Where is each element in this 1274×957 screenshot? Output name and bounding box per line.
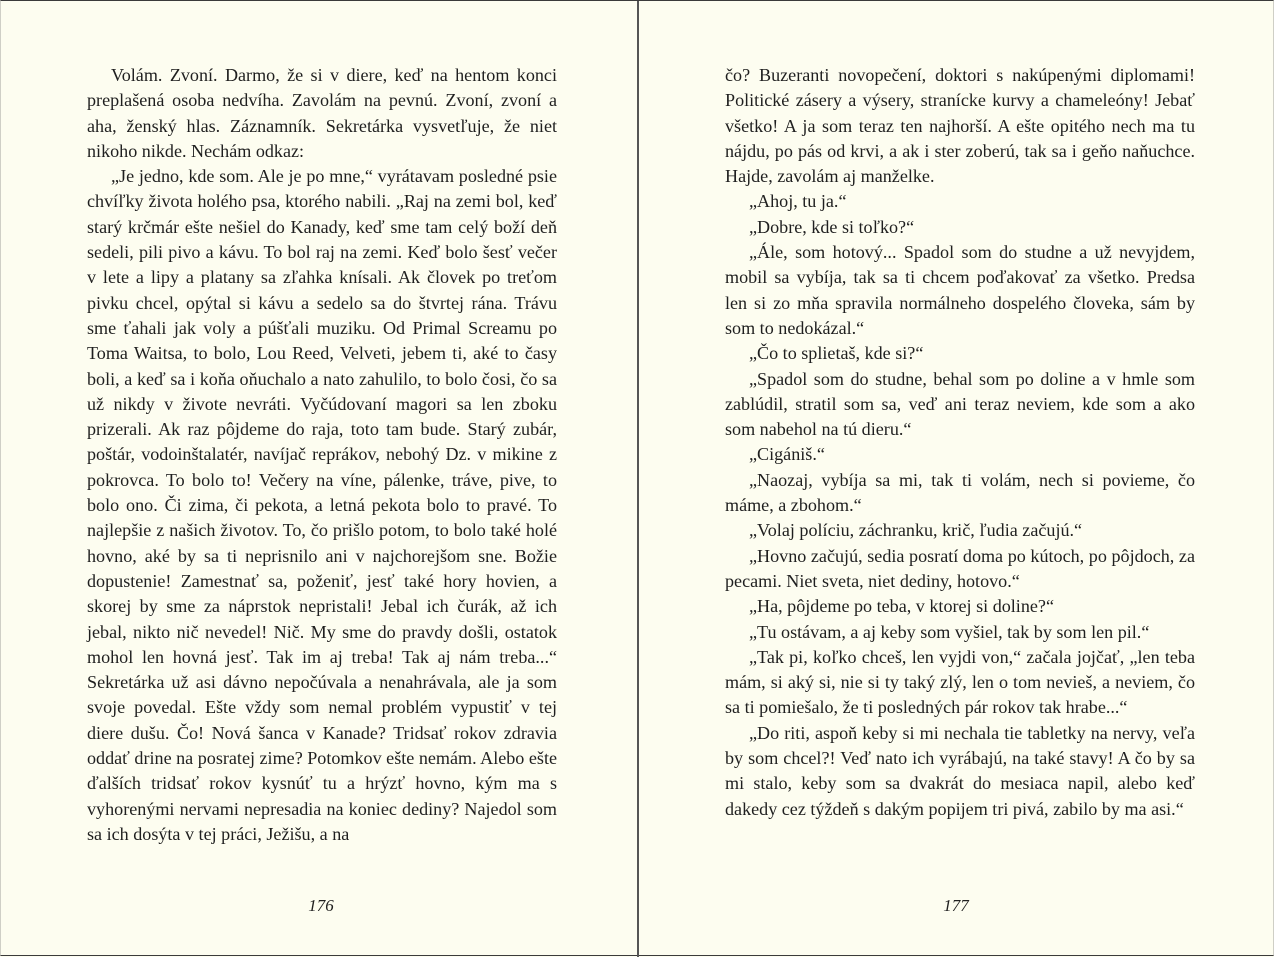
right-page — [725, 63, 1195, 883]
book-gutter — [637, 1, 639, 957]
right-paragraph-2: „Ahoj, tu ja.“ — [749, 191, 847, 212]
right-paragraph-9: „Volaj políciu, záchranku, krič, ľudia začujú.“ — [749, 520, 1083, 541]
left-paragraph-2: „Je jedno, kde som. Ale je po mne,“ vyrátavam posledné psie chvíľky života holého psa, ktorého nabili. „Raj na zemi bol, keď starý krčmár ešte nešiel do Kanady, keď sme tam celý boží deň sedeli, pili pivo a kávu. To bol raj na zemi. Keď bolo šesť večer v lete a lipy a platany sa zľahka knísali. Ak človek po treťom pivku chcel, opýtal si kávu a sedelo sa do štvrtej rána. Trávu sme ťahali jak voly a púšťali muziku. Od Primal Screamu po Toma Waitsa, to bolo, Lou Reed, Velveti, jebem ti, aké to časy boli, a keď sa i koňa oňuchalo a nato zahulilo, to bolo čosi, čo sa už nikdy v živote nevráti. Vyčúdovaní magori sa len zboku prizerali. Ak raz pôjdeme do raja, toto tam bude. Starý zubár, poštár, vodoinštalatér, navíjač reprákov, nebohý Dz. v mikine z pokrovca. To bolo to! Večery na víne, pálenke, tráve, pive, to bolo ono. Či zima, či pekota, a letná pekota bolo to pravé. To najlepšie z našich životov. To, čo prišlo potom, to bolo také holé hovno, aké by sa ti neprisnilo ani v najchorejšom sne. Božie dopustenie! Zamestnať sa, poženiť, jesť také hory hovien, a skorej by sme za náprstok nepristali! Jebal ich čurák, až ich jebal, nikto nič nevedel! Nič. My sme do pravdy došli, ostatok mohol len hovná jesť. Tak im aj treba! Tak aj nám treba...“ Sekretárka už asi dávno nepočúvala a nenahrávala, ale ja som svoje povedal. Ešte vždy som nemal problém vypustiť v tej diere dušu. Čo! Nová šanca v Kanade? Tridsať rokov zdravia oddať drine na posratej zime? Potomkov ešte nemám. Alebo ešte ďalších tridsať rokov kysnúť tu a hrýzť hovno, kým ma s vyhorenými nervami nepresadia na koniec dediny? Najedol som sa ich dosýta v tej práci, Ježišu, a na — [87, 166, 557, 844]
left-paragraph-1: Volám. Zvoní. Darmo, že si v diere, keď na hentom konci preplašená osoba nedvíha. Zavolám na pevnú. Zvoní, zvoní a aha, ženský hlas. Záznamník. Sekretárka vysvetľuje, že niet nikoho nikde. Nechám odkaz: — [87, 65, 557, 161]
right-paragraph-3: „Dobre, kde si toľko?“ — [749, 216, 915, 237]
right-paragraph-14: „Do riti, aspoň keby si mi nechala tie tabletky na nervy, veľa by som chcel?! Veď nato ich vyrábajú, na také stavy! A čo by sa mi stalo, keby som sa dvakrát do mesiaca napil, alebo keď dakedy cez týždeň s dakým popijem tri pivá, zabilo by ma asi.“ — [725, 722, 1195, 819]
left-page — [87, 63, 557, 883]
right-paragraph-11: „Ha, pôjdeme po teba, v ktorej si doline?“ — [749, 596, 1054, 617]
right-page-number: 177 — [943, 896, 969, 915]
left-page-number: 176 — [308, 896, 334, 915]
right-paragraph-13: „Tak pi, koľko chceš, len vyjdi von,“ začala jojčať, „len teba mám, si aký si, nie si ty taký zlý, len o tom nevieš, a neviem, čo sa ti pomiešalo, že ti posledných pár rokov tak hrabe...“ — [725, 646, 1195, 718]
right-paragraph-12: „Tu ostávam, a aj keby som vyšiel, tak by som len pil.“ — [749, 621, 1150, 642]
right-paragraph-5: „Čo to splietaš, kde si?“ — [749, 343, 924, 364]
right-paragraph-6: „Spadol som do studne, behal som po doline a v hmle som zablúdil, stratil som sa, veď ani teraz neviem, kde som a ako som nabehol na tú dieru.“ — [725, 368, 1195, 440]
right-paragraph-7: „Cigániš.“ — [749, 444, 825, 465]
right-paragraph-8: „Naozaj, vybíja sa mi, tak ti volám, nech si povieme, čo máme, a zbohom.“ — [725, 469, 1195, 516]
right-paragraph-1: čo? Buzeranti novopečení, doktori s nakúpenými diplomami! Politické zásery a výsery, stranícke kurvy a chameleóny! Jebať všetko! A ja som teraz ten najhorší. A ešte opitého nech ma tu nájdu, po pás od krvi, a ak i ster zoberú, tak sa i geňo naňuchce. Hajde, zavolám aj manželke. — [725, 65, 1195, 187]
right-paragraph-4: „Ále, som hotový... Spadol som do studne a už nevyjdem, mobil sa vybíja, tak sa ti chcem poďakovať za všetko. Predsa len si zo mňa spravila normálneho dospelého človeka, sám by som to nedokázal.“ — [725, 242, 1195, 338]
right-paragraph-10: „Hovno začujú, sedia posratí doma po kútoch, po pôjdoch, za pecami. Niet sveta, niet dediny, hotovo.“ — [725, 545, 1195, 591]
